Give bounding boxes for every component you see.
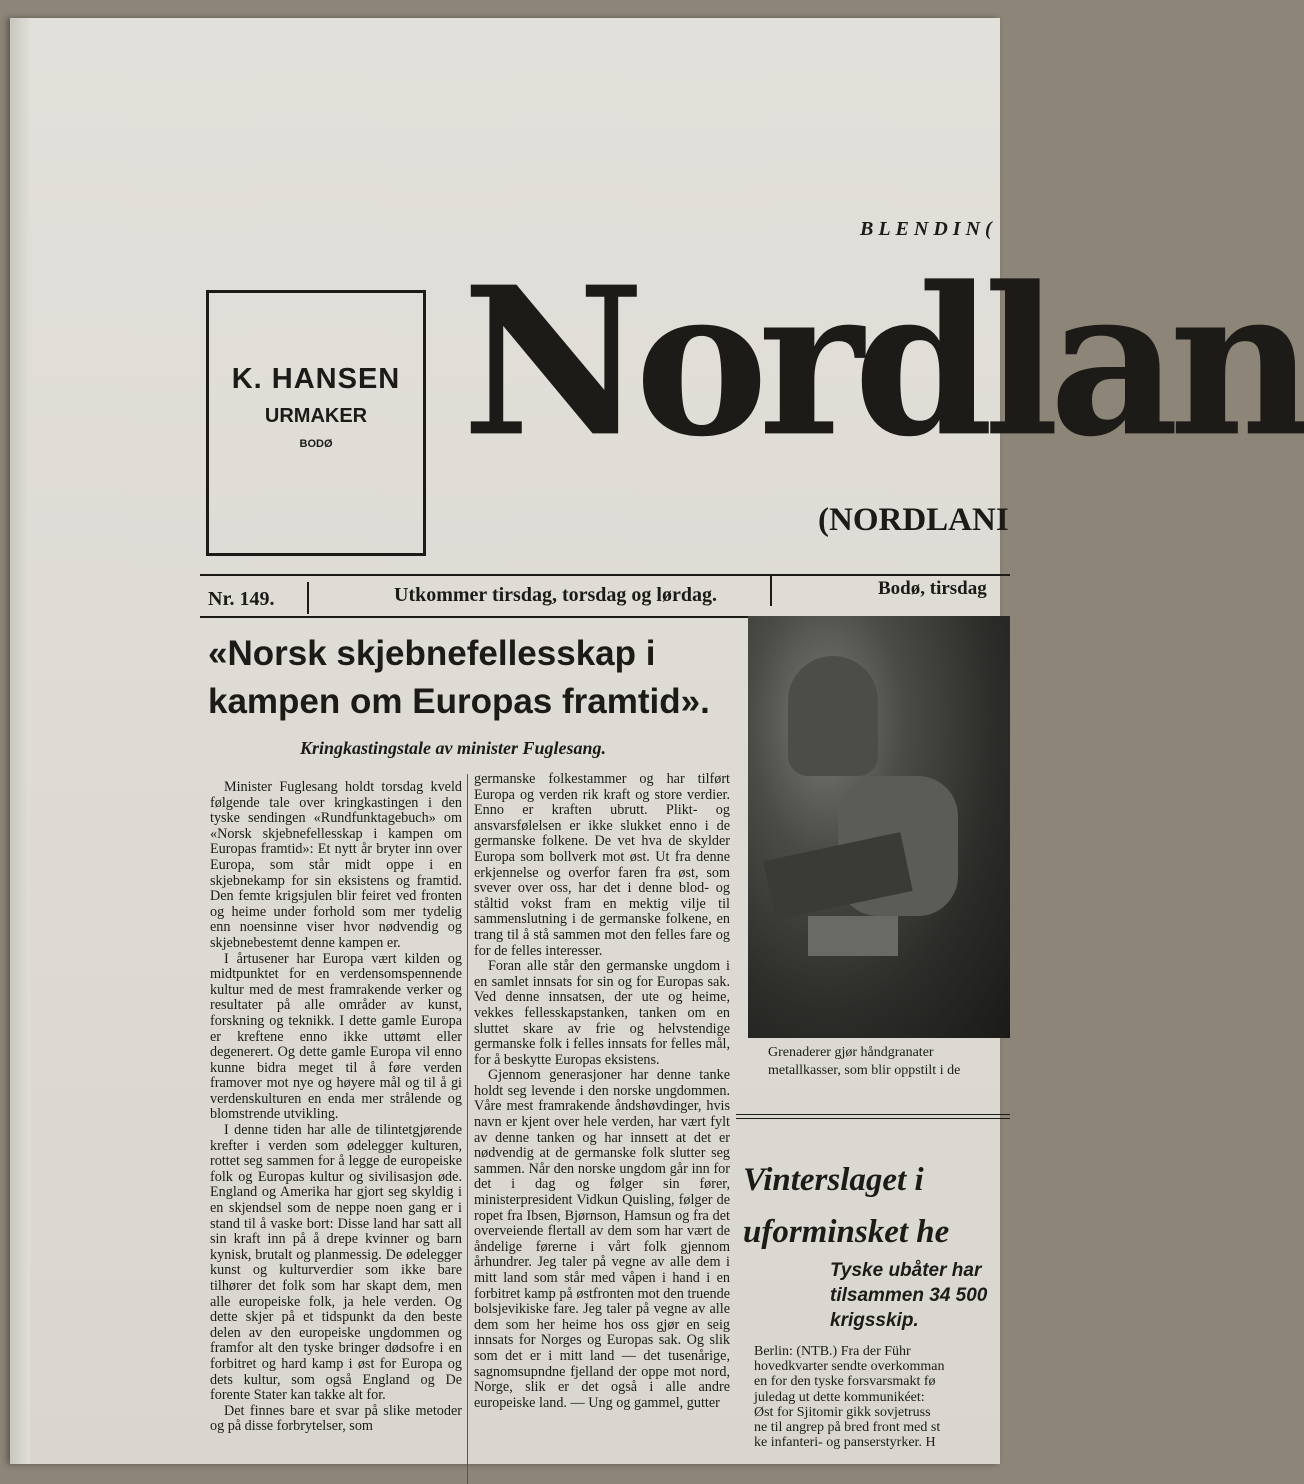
masthead-title: Nordlan [462, 242, 1304, 483]
article-kicker: Kringkastingstale av minister Fuglesang. [300, 738, 607, 758]
divider-vertical [770, 576, 772, 606]
publication-schedule: Utkommer tirsdag, torsdag og lørdag. [394, 584, 717, 606]
newspaper-page [10, 18, 1304, 1464]
body-line: juledag ut dette kommunikéet: [754, 1389, 925, 1405]
paragraph: Minister Fuglesang holdt torsdag kveld følgende tale over kringkastingen i den tyske sendingen «Rundfunktagebuch» om «Norsk skjebnefellesskap i kampen om Europas framtid»: Et nytt år bryter inn over Europa, som står midt oppe i en skjebnekamp for sin eksistens og framtid. Den femte krigsjulen blir feiret ved fronten og heime under forhold som mer tydelig enn noensinne viser hvor nødvendig og skjebnebestemt denne kampen er. [210, 779, 462, 951]
body-line: hovedkvarter sendte overkomman [754, 1359, 945, 1375]
issue-number: Nr. 149. [208, 588, 275, 610]
body-line: ke infanteri- og panserstyrker. H [754, 1435, 936, 1451]
article-headline: «Norsk skjebnefellesskap i kampen om Europas framtid». [208, 634, 710, 721]
headline-line: Vinterslaget i [743, 1162, 924, 1198]
paragraph: I denne tiden har alle de tilintetgjørende krefter i verden som ødelegger kulturen, rottet seg sammen for å legge de europeiske folk og Europas kultur og sivilisasjon øde. England og Amerika har gjort seg skyldig i en skjendsel som de neppe noen gang er i stand til å vaske bort: Disse land har satt all sin kraft inn på å drepe kvinner og barn kynisk, brutalt og planmessig. De ødelegger kunst og kulturverdier som ikke bare tilhører det folk som har skapt dem, men alle europeiske folk, ja hele verden. Og dette skjer på et tidspunkt da den beste delen av den europeiske ungdommen og framfor alt den tyske bringer dødsofre i en forbitret og hard kamp i øst for Europa og dets kultur, som også England og De forente Stater kan takke alt for. [210, 1122, 462, 1404]
body-line: en for den tyske forsvarsmakt fø [754, 1374, 936, 1390]
paragraph: Det finnes bare et svar på slike metoder og på disse forbrytelser, som [210, 1402, 462, 1435]
article2-subhead [830, 1258, 987, 1333]
divider-vertical [307, 582, 309, 614]
caption-line: metallkasser, som blir oppstilt i de [768, 1063, 961, 1078]
advertisement-stamp [206, 290, 426, 556]
stamp-trade: URMAKER [264, 405, 368, 427]
paragraph: I årtusener har Europa vært kilden og midtpunktet for en verdensomspennende kultur med de mest framrakende verker og resultater på alle områder av kunst, forskning og teknikk. I dette gamle Europa er kreftene enno ikke uttømt eller degenerert. Og dette gamle Europa vil enno kunne bidra meget til å føre verden framover mot nye og høyere mål og til å gi verdenskulturen en enda mer strålende og blomstrende utvikling. [210, 950, 462, 1123]
body-line: ne til angrep på bred front med st [754, 1420, 941, 1436]
stamp-town: BODØ [299, 438, 333, 450]
paragraph: Foran alle står den germanske ungdom i en samlet innsats for sin og for Europas sak. Ved denne innsatsen, der ute og heime, vekkes fellesskapstanken, tanken om en sluttet skare av frie og helvstendige germanske folk i felles innsats for felles mål, for å beskytte Europas eksistens. [474, 958, 730, 1068]
photo-caption [768, 1044, 1010, 1080]
article2-body [754, 1344, 1010, 1450]
subhead-line: tilsammen 34 500 [830, 1285, 988, 1306]
article-column-2 [474, 772, 730, 1411]
top-banner: BLENDIN( [860, 218, 997, 240]
paragraph: germanske folkestammer og har tilført Europa og verden rik kraft og store verdier. Enno er kraften ubrutt. Plikt- og ansvarsfølelsen er ikke slukket enno i de germanske folkene. De vet hva de skylder Europa som bollverk mot øst. Ut fra denne erkjennelse og overfor faren fra øst, som svever over oss, har det i denne blod- og ståltid vokst fram en mektig vilje til sammenslutning i de germanske folkene, en trang til å stå sammen mot den felles fare og for de felles interesser. [474, 771, 730, 959]
masthead-subtitle: (NORDLANI [818, 502, 1009, 538]
article2-headline [743, 1154, 949, 1258]
column-divider [467, 774, 468, 1484]
section-rule [736, 1114, 1010, 1119]
divider-top [200, 574, 1010, 576]
paragraph: Gjennom generasjoner har denne tanke holdt seg levende i den norske ungdommen. Våre mest framrakende åndshøvdinger, hvis navn er kjent over hele verden, har vært fylt av denne tanken og har innsett at det er nødvendig at de germanske folk slutter seg sammen. Når den norske ungdom går inn for det i dag og følger sin fører, ministerpresident Vidkun Quisling, følger de ropet fra Ibsen, Bjørnson, Hamsun og fra det overveiende flertall av dem som har vært de åndelige førerne i vårt folk gjennom århundrer. Jeg taler på vegne av alle dem i mitt land som står med våpen i hand i en forbitret kamp på østfronten mot den truende bolsjevikiske fare. Jeg taler på vegne av alle dem som her heime hos oss gjør en seig innsats for Norges og Europas sak. Og slik som det er i mitt land — det tusenårige, sagnomsupndne fjelland der oppe mot nord, Norge, slik er det også i alle andre europeiske land. — Ung og gammel, gutter [474, 1067, 730, 1411]
headline-line: uforminsket he [743, 1214, 950, 1250]
subhead-line: Tyske ubåter har [830, 1260, 982, 1281]
subhead-line: krigsskip. [830, 1310, 919, 1331]
place-date: Bodø, tirsdag [878, 578, 987, 599]
body-line: Øst for Sjitomir gikk sovjetruss [754, 1404, 931, 1420]
page-fold [10, 18, 30, 1464]
photo-soldier [748, 616, 1010, 1038]
article-column-1 [210, 780, 462, 1435]
stamp-name: K. HANSEN [231, 363, 401, 395]
caption-line: Grenaderer gjør håndgranater [768, 1045, 934, 1060]
body-line: Berlin: (NTB.) Fra der Führ [754, 1344, 911, 1359]
